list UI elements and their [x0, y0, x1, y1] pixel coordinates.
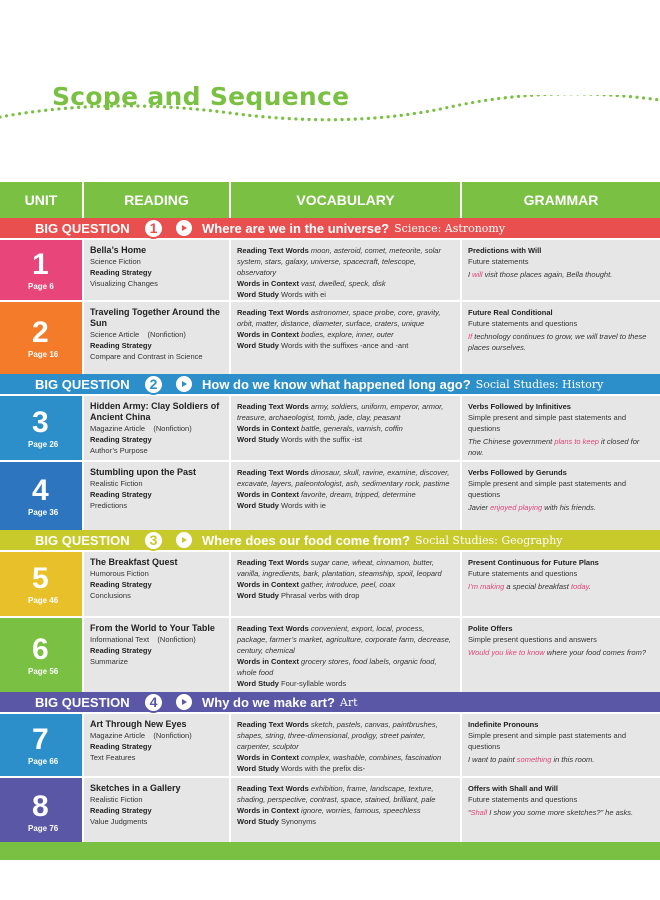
genre-text: Magazine Article — [90, 731, 146, 740]
vocab-label: Words in Context — [237, 490, 299, 499]
play-icon[interactable] — [176, 532, 192, 548]
dotted-wave-decoration — [0, 95, 660, 135]
reading-text-words — [237, 307, 456, 329]
grammar-example — [468, 269, 656, 280]
vocab-label: Words in Context — [237, 657, 299, 666]
grammar-title: Indefinite Pronouns — [468, 720, 539, 729]
grammar-cell — [462, 552, 660, 616]
genre-text: Humorous Fiction — [90, 569, 149, 578]
vocab-words: moon, asteroid, comet, meteorite, solar system, stars, galaxy, universe, spacecraft, telescope, observatory — [237, 246, 441, 277]
table-header — [0, 182, 660, 218]
example-text: visit those places again, Bella thought. — [482, 270, 613, 279]
example-text: a special breakfast — [504, 582, 571, 591]
word-study — [237, 678, 456, 689]
grammar-cell — [462, 778, 660, 846]
unit-cell — [0, 552, 84, 616]
unit-row — [0, 394, 660, 460]
big-question-text: Why do we make art? — [202, 694, 335, 710]
big-question-text: Where does our food come from? — [202, 532, 411, 548]
vocab-words: favorite, dream, tripped, determine — [301, 490, 416, 499]
example-text: Javier — [468, 503, 491, 512]
vocabulary-cell — [231, 462, 462, 530]
reading-genre — [90, 423, 225, 434]
unit-number: 4 — [32, 473, 49, 507]
word-study — [237, 434, 456, 445]
grammar-title: Future Real Conditional — [468, 308, 553, 317]
example-highlight: I’m making — [468, 582, 505, 591]
grammar-example — [468, 331, 656, 353]
grammar-description: Future statements — [468, 257, 529, 266]
grammar-cell — [462, 462, 660, 530]
words-in-context — [237, 805, 456, 816]
reading-strategy-label: Reading Strategy — [90, 490, 152, 499]
grammar-example — [468, 581, 656, 592]
reading-text-words — [237, 557, 456, 579]
vocab-words: dinosaur, skull, ravine, examine, discover, excavate, layers, paleontologist, ash, sedimentary rock, pastime — [237, 468, 450, 488]
example-highlight: Would you like to know — [468, 648, 545, 657]
reading-strategy: Predictions — [90, 501, 128, 510]
grammar-description: Future statements and questions — [468, 319, 578, 328]
header-unit: UNIT — [0, 182, 84, 218]
example-highlight: today — [570, 582, 589, 591]
unit-page: Page 36 — [28, 507, 59, 517]
reading-strategy-label: Reading Strategy — [90, 742, 152, 751]
vocab-label: Reading Text Words — [237, 558, 309, 567]
reading-cell — [84, 396, 231, 460]
unit-cell — [0, 462, 84, 530]
unit-page: Page 6 — [28, 281, 54, 291]
unit-cell — [0, 714, 84, 776]
reading-strategy: Text Features — [90, 753, 136, 762]
word-study — [237, 590, 456, 601]
page-title: Scope and Sequence — [52, 82, 350, 111]
unit-number: 7 — [32, 722, 49, 756]
genre-text: Realistic Fiction — [90, 479, 143, 488]
vocab-label: Reading Text Words — [237, 624, 309, 633]
reading-cell — [84, 618, 231, 692]
unit-number: 5 — [32, 561, 49, 595]
reading-text-words — [237, 467, 456, 489]
grammar-title: Verbs Followed by Infinitives — [468, 402, 571, 411]
example-text: I show you some more sketches?” he asks. — [487, 808, 634, 817]
grammar-title: Verbs Followed by Gerunds — [468, 468, 567, 477]
vocab-words: vast, dwelled, speck, disk — [301, 279, 386, 288]
example-text: The Chinese government — [468, 437, 555, 446]
big-question-number: 4 — [143, 692, 164, 713]
example-highlight: Shall — [470, 808, 488, 817]
vocab-label: Reading Text Words — [237, 784, 309, 793]
grammar-cell — [462, 618, 660, 692]
scope-table — [0, 182, 660, 846]
example-text: “ — [468, 808, 471, 817]
vocab-words: Phrasal verbs with drop — [281, 591, 360, 600]
reading-strategy-label: Reading Strategy — [90, 435, 152, 444]
words-in-context — [237, 423, 456, 434]
genre-text: Science Article — [90, 330, 140, 339]
example-highlight: plans to keep — [554, 437, 599, 446]
vocab-label: Words in Context — [237, 753, 299, 762]
vocab-words: gather, introduce, peel, coax — [301, 580, 396, 589]
vocabulary-cell — [231, 552, 462, 616]
reading-cell — [84, 240, 231, 300]
header-vocabulary: VOCABULARY — [231, 182, 462, 218]
reading-strategy-label: Reading Strategy — [90, 646, 152, 655]
vocab-words: Words with the suffix -ist — [281, 435, 363, 444]
reading-text-words — [237, 245, 456, 278]
big-question-bar — [0, 374, 660, 394]
word-study — [237, 289, 456, 300]
vocab-words: complex, washable, combines, fascination — [301, 753, 442, 762]
big-question-bar — [0, 530, 660, 550]
unit-cell — [0, 240, 84, 300]
words-in-context — [237, 752, 456, 763]
vocab-words: ignore, worries, famous, speechless — [301, 806, 421, 815]
unit-number: 3 — [32, 405, 49, 439]
grammar-example — [468, 502, 656, 513]
vocab-label: Reading Text Words — [237, 468, 309, 477]
unit-number: 2 — [32, 315, 49, 349]
big-question-label: BIG QUESTION — [35, 532, 130, 548]
vocab-words: Words with ei — [281, 290, 326, 299]
words-in-context — [237, 329, 456, 340]
big-question-bar — [0, 692, 660, 712]
unit-page: Page 76 — [28, 823, 59, 833]
reading-genre — [90, 568, 225, 579]
vocab-words: astronomer, space probe, core, gravity, orbit, matter, distance, diameter, surface, craters, unique — [237, 308, 441, 328]
example-highlight: will — [472, 270, 483, 279]
genre-note: (Nonfiction) — [157, 635, 196, 644]
grammar-description: Simple present and simple past statements and questions — [468, 731, 627, 751]
vocab-label: Words in Context — [237, 806, 299, 815]
vocab-words: sketch, pastels, canvas, paintbrushes, shapes, string, three-dimensional, prodigy, street painter, carpenter, sculptor — [237, 720, 438, 751]
example-text: where your food comes from? — [544, 648, 646, 657]
grammar-description: Simple present and simple past statements and questions — [468, 479, 627, 499]
reading-text-words — [237, 401, 456, 423]
vocab-label: Word Study — [237, 591, 279, 600]
words-in-context — [237, 656, 456, 678]
genre-note: (Nonfiction) — [153, 424, 192, 433]
genre-text: Realistic Fiction — [90, 795, 143, 804]
vocab-label: Words in Context — [237, 580, 299, 589]
genre-note: (Nonfiction) — [147, 330, 186, 339]
big-question-label: BIG QUESTION — [35, 220, 130, 236]
header-reading: READING — [84, 182, 231, 218]
genre-text: Magazine Article — [90, 424, 146, 433]
vocab-words: Words with the prefix dis- — [281, 764, 366, 773]
vocab-words: Four-syllable words — [281, 679, 347, 688]
reading-genre — [90, 478, 225, 489]
vocab-label: Word Study — [237, 290, 279, 299]
reading-title: From the World to Your Table — [90, 623, 215, 633]
grammar-title: Offers with Shall and Will — [468, 784, 558, 793]
vocab-words: Words with ie — [281, 501, 326, 510]
vocabulary-cell — [231, 618, 462, 692]
grammar-example — [468, 754, 656, 765]
vocabulary-cell — [231, 714, 462, 776]
words-in-context — [237, 278, 456, 289]
unit-row — [0, 712, 660, 776]
big-question-number: 3 — [143, 530, 164, 551]
genre-note: (Nonfiction) — [153, 731, 192, 740]
word-study — [237, 340, 456, 351]
reading-strategy-label: Reading Strategy — [90, 341, 152, 350]
unit-number: 1 — [32, 247, 49, 281]
unit-row — [0, 776, 660, 846]
reading-title: Traveling Together Around the Sun — [90, 307, 221, 328]
grammar-description: Future statements and questions — [468, 795, 578, 804]
vocab-label: Word Study — [237, 817, 279, 826]
vocab-label: Reading Text Words — [237, 308, 309, 317]
reading-strategy: Author’s Purpose — [90, 446, 148, 455]
example-highlight: something — [516, 755, 552, 764]
genre-text: Science Fiction — [90, 257, 141, 266]
unit-number: 6 — [32, 632, 49, 666]
vocab-words: Words with the suffixes -ance and -ant — [281, 341, 409, 350]
grammar-description: Simple present and simple past statements and questions — [468, 413, 627, 433]
vocabulary-cell — [231, 396, 462, 460]
reading-cell — [84, 778, 231, 846]
example-text: I — [468, 270, 473, 279]
reading-strategy-label: Reading Strategy — [90, 806, 152, 815]
unit-row — [0, 550, 660, 616]
unit-page: Page 56 — [28, 666, 59, 676]
grammar-cell — [462, 396, 660, 460]
unit-row — [0, 300, 660, 374]
reading-cell — [84, 462, 231, 530]
vocab-label: Word Study — [237, 764, 279, 773]
unit-cell — [0, 396, 84, 460]
reading-title: Art Through New Eyes — [90, 719, 187, 729]
example-highlight: enjoyed playing — [490, 503, 543, 512]
reading-genre — [90, 329, 225, 340]
reading-text-words — [237, 719, 456, 752]
vocabulary-cell — [231, 778, 462, 846]
reading-genre — [90, 794, 225, 805]
words-in-context — [237, 489, 456, 500]
vocab-label: Words in Context — [237, 424, 299, 433]
footer-bar — [0, 842, 660, 860]
big-question-label: BIG QUESTION — [35, 694, 130, 710]
big-question-subject: Science: Astronomy — [394, 221, 506, 235]
grammar-example — [468, 807, 656, 818]
play-icon[interactable] — [176, 376, 192, 392]
unit-cell — [0, 778, 84, 846]
vocab-label: Word Study — [237, 501, 279, 510]
unit-cell — [0, 302, 84, 374]
grammar-title: Present Continuous for Future Plans — [468, 558, 599, 567]
grammar-description: Future statements and questions — [468, 569, 578, 578]
vocab-words: exhibition, frame, landscape, texture, shading, perspective, contrast, space, stained, brilliant, pale — [237, 784, 436, 804]
unit-page: Page 66 — [28, 756, 59, 766]
reading-genre — [90, 730, 225, 741]
big-question-number: 1 — [143, 218, 164, 239]
reading-genre — [90, 634, 225, 645]
unit-row — [0, 238, 660, 300]
reading-strategy: Value Judgments — [90, 817, 148, 826]
vocab-words: sugar cane, wheat, cinnamon, butter, vanilla, ingredients, bark, plantation, steamship, spoil, leopard — [237, 558, 442, 578]
grammar-example — [468, 647, 656, 658]
vocab-words: army, soldiers, uniform, emperor, armor, treasure, archaeologist, tomb, jade, clay, peasant — [237, 402, 444, 422]
big-question-label: BIG QUESTION — [35, 376, 130, 392]
play-icon[interactable] — [176, 220, 192, 236]
grammar-cell — [462, 302, 660, 374]
grammar-cell — [462, 240, 660, 300]
reading-strategy: Conclusions — [90, 591, 131, 600]
vocab-words: Synonyms — [281, 817, 317, 826]
example-text: technology continues to grow, we will travel to these places ourselves. — [468, 332, 647, 352]
words-in-context — [237, 579, 456, 590]
vocab-label: Word Study — [237, 435, 279, 444]
reading-strategy-label: Reading Strategy — [90, 580, 152, 589]
big-question-text: Where are we in the universe? — [202, 220, 390, 236]
big-question-subject: Art — [339, 695, 358, 709]
reading-cell — [84, 714, 231, 776]
grammar-title: Polite Offers — [468, 624, 513, 633]
vocab-label: Reading Text Words — [237, 720, 309, 729]
example-text: I want to paint — [468, 755, 517, 764]
play-icon[interactable] — [176, 694, 192, 710]
vocab-label: Words in Context — [237, 279, 299, 288]
reading-genre — [90, 256, 225, 267]
vocab-label: Reading Text Words — [237, 246, 309, 255]
reading-title: Bella’s Home — [90, 245, 147, 255]
unit-page: Page 46 — [28, 595, 59, 605]
grammar-title: Predictions with Will — [468, 246, 542, 255]
example-text: with his friends. — [542, 503, 596, 512]
header-grammar: GRAMMAR — [523, 192, 599, 208]
word-study — [237, 816, 456, 827]
vocab-words: battle, generals, varnish, coffin — [301, 424, 403, 433]
vocabulary-cell — [231, 240, 462, 300]
word-study — [237, 763, 456, 774]
unit-page: Page 16 — [28, 349, 59, 359]
reading-strategy: Visualizing Changes — [90, 279, 158, 288]
example-text: in this room. — [551, 755, 595, 764]
grammar-example — [468, 436, 656, 458]
unit-cell — [0, 618, 84, 692]
example-text: it closed for now. — [468, 437, 640, 457]
reading-title: Hidden Army: Clay Soldiers of Ancient China — [90, 401, 220, 422]
big-question-subject: Social Studies: Geography — [415, 533, 563, 547]
vocab-label: Word Study — [237, 341, 279, 350]
vocab-words: grocery stores, food labels, organic food, whole food — [237, 657, 437, 677]
reading-cell — [84, 302, 231, 374]
reading-title: The Breakfast Quest — [90, 557, 178, 567]
unit-row — [0, 616, 660, 692]
vocab-label: Word Study — [237, 679, 279, 688]
reading-strategy-label: Reading Strategy — [90, 268, 152, 277]
reading-cell — [84, 552, 231, 616]
vocab-words: bodies, explore, inner, outer — [301, 330, 394, 339]
vocabulary-cell — [231, 302, 462, 374]
big-question-subject: Social Studies: History — [475, 377, 604, 391]
big-question-bar — [0, 218, 660, 238]
big-question-text: How do we know what happened long ago? — [202, 376, 471, 392]
unit-row — [0, 460, 660, 530]
word-study — [237, 500, 456, 511]
example-text: . — [588, 582, 591, 591]
vocab-label: Words in Context — [237, 330, 299, 339]
vocab-words: convenient, export, local, process, package, farmer’s market, agriculture, corporate farm, decrease, century, chemical — [237, 624, 451, 655]
reading-strategy: Compare and Contrast in Science — [90, 352, 203, 361]
grammar-cell — [462, 714, 660, 776]
example-highlight: If — [468, 332, 473, 341]
reading-title: Sketches in a Gallery — [90, 783, 181, 793]
unit-page: Page 26 — [28, 439, 59, 449]
vocab-label: Reading Text Words — [237, 402, 309, 411]
genre-text: Informational Text — [90, 635, 150, 644]
reading-strategy: Summarize — [90, 657, 128, 666]
unit-number: 8 — [32, 789, 49, 823]
reading-title: Stumbling upon the Past — [90, 467, 196, 477]
grammar-description: Simple present questions and answers — [468, 635, 597, 644]
reading-text-words — [237, 783, 456, 805]
big-question-number: 2 — [143, 374, 164, 395]
reading-text-words — [237, 623, 456, 656]
